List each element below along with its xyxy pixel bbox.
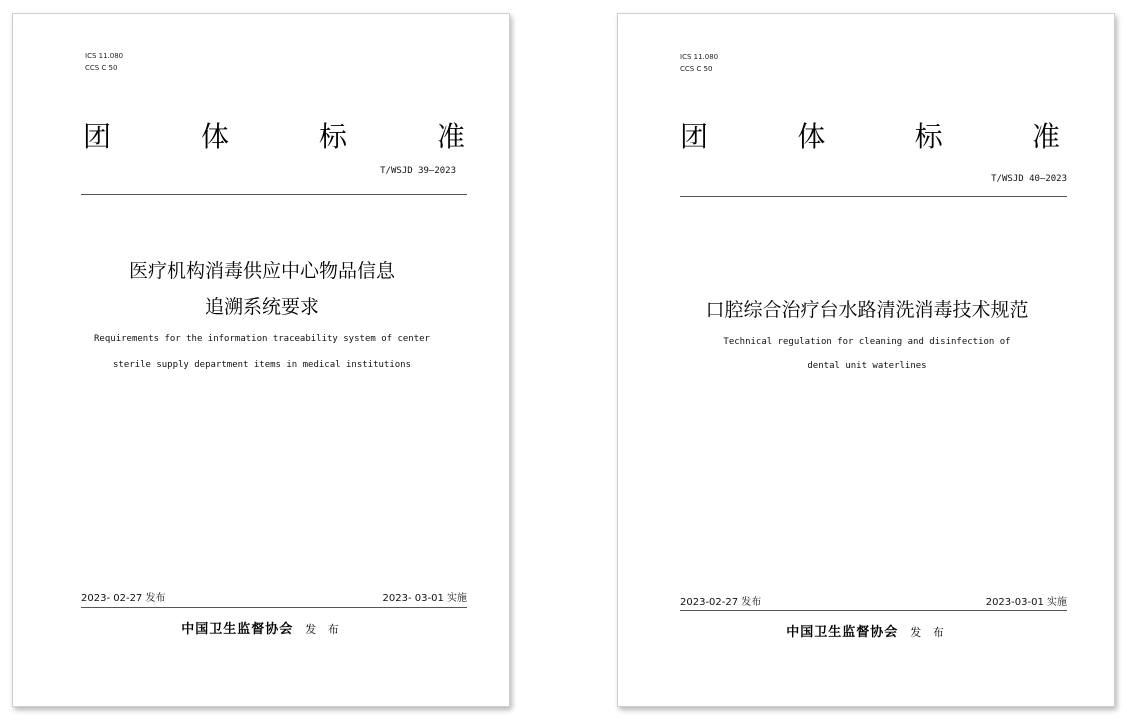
ics-code: ICS 11.080: [680, 53, 719, 61]
heading-char: 标: [318, 120, 347, 153]
ics-code: ICS 11.080: [85, 52, 124, 60]
title-en-line-2: dental unit waterlines: [807, 361, 927, 371]
heading-char: 标: [914, 120, 943, 153]
classification-codes: [85, 50, 123, 74]
heading-char: 团: [83, 120, 112, 153]
title-cn-line-1: 口腔综合治疗台水路清洗消毒技术规范: [705, 299, 1029, 321]
title-en-line-2: sterile supply department items in medical institutions: [112, 360, 411, 370]
publisher-action: 发 布: [910, 626, 948, 639]
standard-number: T/WSJD 39—2023: [380, 166, 456, 176]
ccs-code: CCS C 50: [680, 65, 713, 73]
header-divider: [81, 194, 467, 195]
title-cn-line-1: 医疗机构消毒供应中心物品信息: [128, 260, 395, 282]
heading-char: 体: [797, 120, 826, 153]
group-standard-heading: [680, 121, 1060, 153]
publisher-line: [13, 619, 511, 639]
classification-codes: [680, 51, 718, 75]
heading-char: 准: [1031, 120, 1060, 153]
title-en-line-1: Requirements for the information traceability system of center: [94, 334, 430, 344]
title-cn-line-2: 追溯系统要求: [204, 296, 319, 318]
document-page-t-wsjd-40: [617, 13, 1115, 707]
issue-date: 2023- 02-27 发布: [81, 593, 166, 604]
title-en-line-1: Technical regulation for cleaning and disinfection of: [723, 337, 1011, 347]
heading-char: 团: [680, 120, 709, 153]
document-page-t-wsjd-39: [12, 13, 510, 707]
header-divider: [680, 196, 1067, 197]
heading-char: 准: [436, 120, 465, 153]
footer-divider: [680, 610, 1067, 611]
standard-number: T/WSJD 40—2023: [991, 174, 1067, 184]
publisher-org: 中国卫生监督协会: [786, 625, 899, 640]
publisher-line: [618, 622, 1116, 642]
group-standard-heading: [83, 121, 465, 153]
heading-char: 体: [200, 120, 229, 153]
issue-date: 2023-02-27 发布: [680, 597, 762, 608]
publisher-action: 发 布: [305, 623, 343, 636]
ccs-code: CCS C 50: [85, 64, 118, 72]
publisher-org: 中国卫生监督协会: [181, 622, 294, 637]
implement-date: 2023- 03-01 实施: [382, 593, 467, 604]
implement-date: 2023-03-01 实施: [985, 597, 1067, 608]
footer-divider: [81, 607, 467, 608]
